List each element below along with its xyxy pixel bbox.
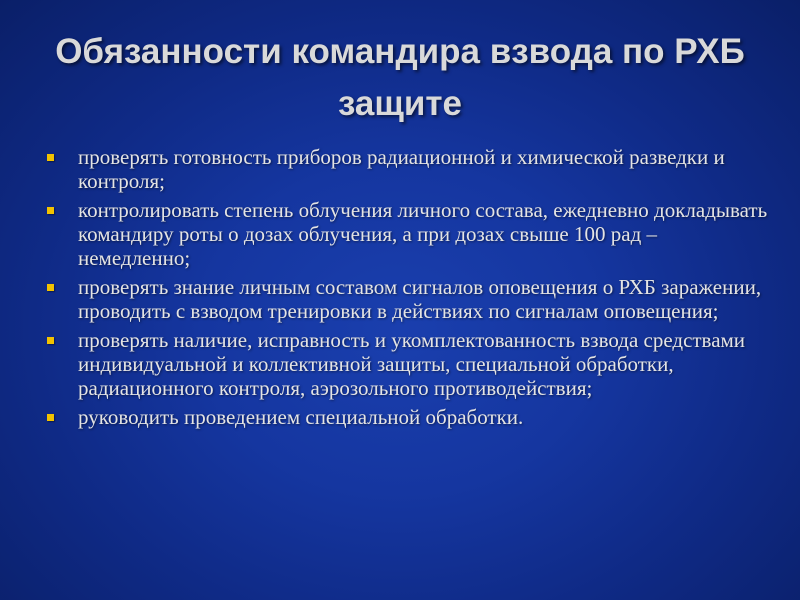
bullet-item bbox=[44, 198, 774, 270]
square-bullet-icon bbox=[47, 284, 54, 291]
bullet-text: проверять готовность приборов радиационной и химической разведки и контроля; bbox=[78, 145, 725, 193]
bullet-item bbox=[44, 145, 774, 193]
bullet-item bbox=[44, 275, 774, 323]
bullet-text: руководить проведением специальной обработки. bbox=[78, 405, 524, 429]
square-bullet-icon bbox=[47, 414, 54, 421]
square-bullet-icon bbox=[47, 207, 54, 214]
bullet-text: контролировать степень облучения личного состава, ежедневно докладывать командиру роты о дозах облучения, а при дозах свыше 100 рад – немедленно; bbox=[78, 198, 768, 270]
bullet-item bbox=[44, 405, 774, 429]
bullet-text: проверять наличие, исправность и укомплектованность взвода средствами индивидуальной и коллективной защиты, специальной обработки, радиационного контроля, аэрозольного противодействия; bbox=[78, 328, 746, 400]
square-bullet-icon bbox=[47, 154, 54, 161]
bullet-list bbox=[44, 145, 774, 434]
slide-title: Обязанности командира взвода по РХБ защите bbox=[55, 32, 745, 123]
bullet-text: проверять знание личным составом сигналов оповещения о РХБ заражении, проводить с взводом тренировки в действиях по сигналам оповещения; bbox=[78, 275, 762, 323]
bullet-item bbox=[44, 328, 774, 400]
square-bullet-icon bbox=[47, 337, 54, 344]
